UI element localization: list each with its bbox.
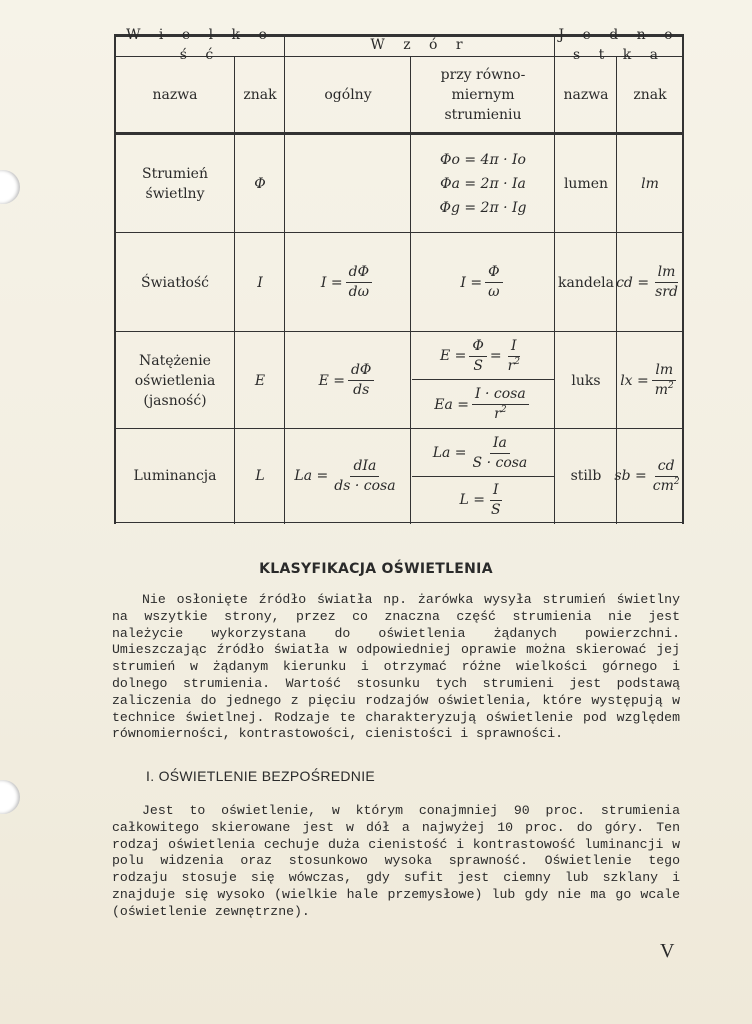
row-nazwa: Natężenie oświetlenia (jasność) (134, 352, 216, 409)
row-nazwa: Światłość (140, 274, 210, 291)
row-nazwa: Luminancja (133, 468, 217, 484)
page-number: V (660, 940, 675, 962)
row-jedn-nazwa: kandela (558, 274, 614, 291)
col-nazwa: nazwa (152, 87, 198, 103)
row-znak: I (257, 274, 263, 291)
header-wielkosc: W i e l k o ś ć (126, 27, 274, 63)
row-znak: L (255, 468, 265, 484)
units-table (114, 27, 684, 524)
row-jedn-nazwa: luks (571, 372, 601, 389)
intro-paragraph: Nie osłonięte źródło światła np. żarówka wysyła strumień świetlny na wszytkie strony, przez co znaczna część strumienia nie jest należycie wykorzystana do oświetlenia żądanych powierzchni. Umieszczając źródło światła w odpowiedniej oprawie można skierować jej strumień w żądanym kierunku i otrzymać różne wielkości górnego i dolnego strumienia. Wartość stosunku tych strumieni jest podstawą zaliczenia do jednego z pięciu rodzajów oświetlenia, które występują w technice świetlnej. Rodzaje te charakteryzują oświetlenie pod względem równomierności, kontrastowości, cienistości i sprawności. (112, 592, 680, 742)
punch-hole (0, 170, 20, 204)
row-nazwa: Strumień świetlny (142, 165, 208, 202)
section-heading: KLASYFIKACJA OŚWIETLENIA (259, 561, 493, 577)
row-rownomierny-top: La = $\frac{Ia}{S \cdot \cos a}$ (432, 434, 528, 471)
col-ogolny: ogólny (324, 87, 372, 103)
col-rownomierny: przy równo- miernym strumieniu (440, 67, 526, 123)
row-rownomierny-bottom: Ea = $\frac{I \cdot \cos a}{r^2}$ (412, 381, 554, 428)
punch-hole (0, 780, 20, 814)
row-jedn-znak: lx = $\frac{lm}{m^2}$ (618, 333, 682, 428)
row-ogolny: I = $\frac{d\Phi}{d\omega}$ (286, 234, 410, 331)
row-jedn-znak: cd = $\frac{lm}{\text{srd}}$ (616, 264, 678, 300)
col-jedn-nazwa: nazwa (563, 87, 609, 103)
row-znak: E (254, 372, 266, 389)
header-jednostka: J e d n o s t k a (558, 27, 680, 63)
header-wzor: W z ó r (370, 37, 470, 53)
row-jedn-nazwa: lumen (563, 175, 609, 192)
body-paragraph: Jest to oświetlenie, w którym conajmniej 90 proc. strumienia całkowitego skierowane jest w dół a najwyżej 10 proc. do góry. Ten rodzaj oświetlenia cechuje duża cienistość i kontrastowość luminancji w polu widzenia oraz stosunkowo wysoka sprawność. Oświetlenie tego rodzaju stosuje się wówczas, gdy sufit jest ciemny lub szklany i znajduje się wysoko (wielkie hale przemysłowe) lub gdy nie ma go wcale (oświetlenie zewnętrzne). (112, 803, 680, 919)
row-rownomierny: Φo = 4π · Io Φa = 2π · Ia Φg = 2π · Ig (439, 151, 527, 216)
row-rownomierny-bottom: L = $\frac{I}{S}$ (459, 481, 501, 518)
col-znak: znak (243, 87, 277, 103)
row-jedn-znak: lm (641, 175, 659, 192)
row-rownomierny: I = $\frac{\Phi}{\omega}$ (412, 234, 554, 331)
row-ogolny: La = $\frac{\text{dIa}}{ds \cdot \cos a}$ (294, 457, 396, 494)
row-znak: Φ (254, 175, 266, 192)
col-jedn-znak: znak (633, 87, 667, 103)
row-jedn-nazwa: stilb (570, 468, 602, 484)
row-ogolny: E = $\frac{d\Phi}{ds}$ (286, 333, 410, 428)
subsection-title: I. OŚWIETLENIE BEZPOŚREDNIE (146, 768, 376, 784)
row-rownomierny-top: E = $\frac{\Phi}{S}$ = $\frac{I}{r^2}$ (439, 337, 521, 374)
row-jedn-znak: sb = $\frac{cd}{cm^2}$ (614, 457, 680, 494)
